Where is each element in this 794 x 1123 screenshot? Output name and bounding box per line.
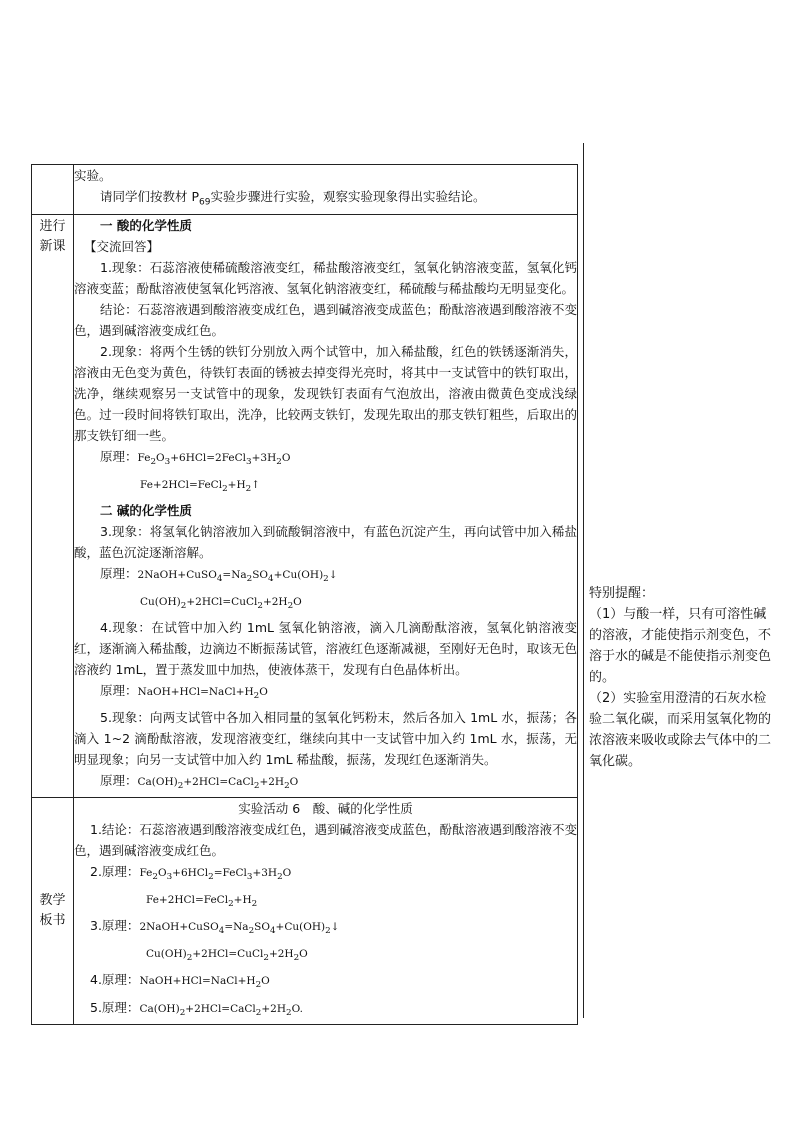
row-label-new-lesson: 进行 新课 xyxy=(32,214,74,798)
row-label-board: 教学 板书 xyxy=(32,798,74,1025)
paragraph-phenomenon-4: 4.现象：在试管中加入约 1mL 氢氧化钠溶液，滴入几滴酚酞溶液，氢氧化钠溶液变红，逐渐滴入稀盐酸，边滴边不断振荡试管，溶液红色逐渐减褪，至刚好无色时，取该无色溶液约 1mL，置于蒸发皿中加热，使液体蒸干，发现有白色晶体析出。 xyxy=(74,619,577,677)
row-label xyxy=(32,165,74,215)
board-equation-5: 5.原理：$Ca(OH)_2+2HCl=CaCl_2+2H_2O$. xyxy=(90,999,303,1018)
paragraph-phenomenon-5: 5.现象：向两支试管中各加入相同量的氢氧化钙粉末，然后各加入 1mL 水，振荡；各滴入 1~2 滴酚酞溶液，发现溶液变红，继续向其中一支试管中加入约 1mL 水，振荡，无明显现象；向另一支试管中加入约 1mL 稀盐酸，振荡，发现红色逐渐消失。 xyxy=(74,709,577,767)
paragraph-phenomenon-2: 2.现象：将两个生锈的铁钉分别放入两个试管中，加入稀盐酸，红色的铁锈逐渐消失，溶液由无色变为黄色，待铁钉表面的锈被去掉变得光亮时，将其中一支试管中的铁钉取出，洗净，继续观察另一支试管中的现象，发现铁钉表面有气泡放出，溶液由微黄色变成浅绿色。过一段时间将铁钉取出，洗净，比较两支铁钉，发现先取出的那支铁钉粗些，后取出的那支铁钉细一些。 xyxy=(74,343,577,443)
board-equation-2a: 2.原理：$Fe_2O_3+6HCl_2=FeCl_3+3H_2O$ xyxy=(90,864,292,883)
section-heading-base: 二 碱的化学性质 xyxy=(100,502,192,518)
row-new-lesson xyxy=(32,214,578,798)
paragraph-phenomenon-3: 3.现象：将氢氧化钠溶液加入到硫酸铜溶液中，有蓝色沉淀产生，再向试管中加入稀盐酸，蓝色沉淀逐渐溶解。 xyxy=(74,523,577,560)
reminder-item-1: （1）与酸一样，只有可溶性碱的溶液，才能使指示剂变色，不溶于水的碱是不能使指示剂变色的。 xyxy=(589,607,772,685)
board-title: 实验活动 6 酸、碱的化学性质 xyxy=(238,801,413,817)
equation-1b: $Fe+2HCl=FeCl_2+H_2↑$ xyxy=(140,478,261,494)
board-equation-3a: 3.原理：$2NaOH+CuSO_4=Na_2SO_4+Cu(OH)_2↓$ xyxy=(90,918,340,937)
subheading-exchange: 【交流回答】 xyxy=(84,238,160,254)
reminder-item-2: （2）实验室用澄清的石灰水检验二氧化碳，而采用氢氧化物的浓溶液来吸收或除去气体中的二氧化碳。 xyxy=(589,691,772,769)
equation-4: 原理：$Ca(OH)_2+2HCl=CaCl_2+2H_2O$ xyxy=(100,772,299,792)
row-content xyxy=(74,214,578,798)
reminder-title: 特别提醒： xyxy=(589,586,655,601)
board-equation-3b: $Cu(OH)_2+2HCl=CuCl_2+2H_2O$ xyxy=(146,948,308,964)
instruction-text: 请同学们按教材 $P_{69}$实验步骤进行实验，观察实验现象得出实验结论。 xyxy=(100,189,486,208)
paragraph-phenomenon-1: 1.现象：石蕊溶液使稀硫酸溶液变红，稀盐酸溶液变红，氢氧化钠溶液变蓝，氢氧化钙溶液变蓝；酚酞溶液使氢氧化钙溶液、氢氧化钠溶液变红，稀硫酸与稀盐酸均无明显变化。 xyxy=(74,259,577,296)
row-content xyxy=(74,165,578,215)
row-experiment-intro xyxy=(32,165,578,215)
section-heading-acid: 一 酸的化学性质 xyxy=(100,217,192,233)
equation-3: 原理：$NaOH+HCl=NaCl+H_2O$ xyxy=(100,682,268,701)
margin-divider-line xyxy=(583,143,584,1018)
equation-2a: 原理：$2NaOH+CuSO_4=Na_2SO_4+Cu(OH)_2↓$ xyxy=(100,565,338,584)
lesson-plan-table xyxy=(31,164,578,1025)
row-board-notes xyxy=(32,798,578,1025)
paragraph-conclusion: 结论：石蕊溶液遇到酸溶液变成红色，遇到碱溶液变成蓝色；酚酞溶液遇到酸溶液不变色，遇到碱溶液变成红色。 xyxy=(74,301,577,338)
board-equation-2b: $Fe+2HCl=FeCl_2+H_2$ xyxy=(146,894,258,910)
special-reminder-note xyxy=(589,583,777,772)
text-line: 实验。 xyxy=(74,168,112,183)
equation-2b: $Cu(OH)_2+2HCl=CuCl_2+2H_2O$ xyxy=(140,595,302,611)
board-conclusion: 1.结论：石蕊溶液遇到酸溶液变成红色，遇到碱溶液变成蓝色，酚酞溶液遇到酸溶液不变色，遇到碱溶液变成红色。 xyxy=(74,822,577,859)
equation-1a: 原理：$Fe_2O_3+6HCl=2FeCl_3+3H_2O$ xyxy=(100,448,291,467)
board-equation-4: 4.原理：$NaOH+HCl=NaCl+H_2O$ xyxy=(90,972,270,991)
row-content xyxy=(74,798,578,1025)
